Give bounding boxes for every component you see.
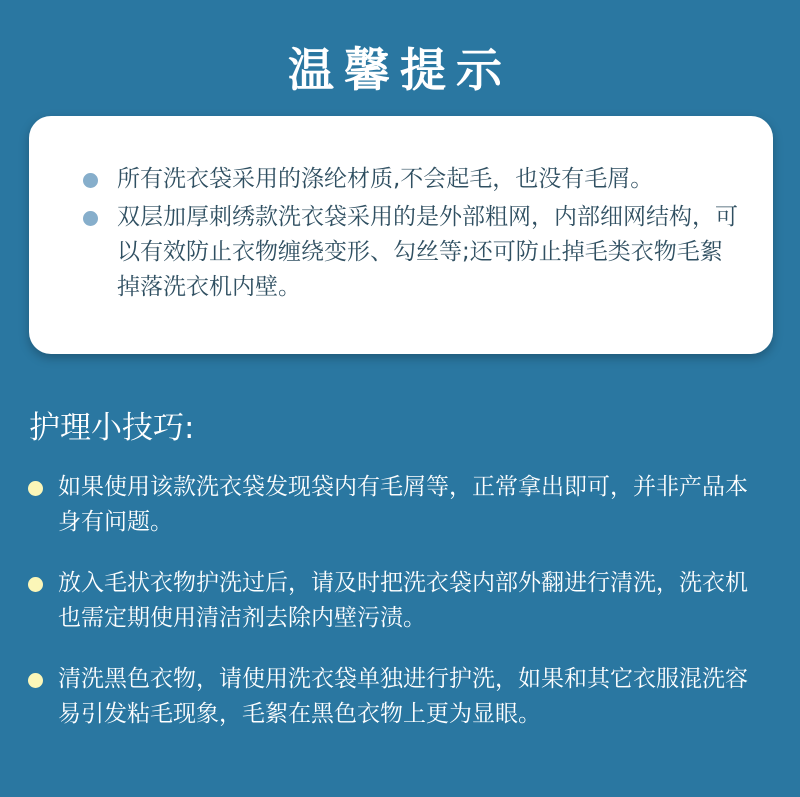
tips-heading: 护理小技巧:: [29, 410, 195, 446]
page-title: 温馨提示: [288, 43, 512, 97]
bullet-dot-icon: [28, 673, 43, 688]
notice-item-text: 双层加厚刺绣款洗衣袋采用的是外部粗网，内部细网结构，可以有效防止衣物缠绕变形、勾丝等;还可防止掉毛类衣物毛絮掉落洗衣机内壁。: [117, 204, 738, 300]
tip-item: [28, 566, 768, 636]
tip-item: [28, 470, 768, 540]
notice-item: [83, 200, 743, 305]
notice-card: [29, 116, 773, 354]
tip-item-text: 清洗黑色衣物，请使用洗衣袋单独进行护洗，如果和其它衣服混洗容易引发粘毛现象，毛絮在黑色衣物上更为显眼。: [58, 666, 748, 727]
notice-item: [83, 162, 743, 197]
tip-item: [28, 662, 768, 732]
bullet-dot-icon: [83, 173, 98, 188]
tips-list: [28, 470, 768, 758]
tip-item-text: 放入毛状衣物护洗过后，请及时把洗衣袋内部外翻进行清洗，洗衣机也需定期使用清洁剂去除内壁污渍。: [58, 570, 748, 631]
notice-item-text: 所有洗衣袋采用的涤纶材质,不会起毛，也没有毛屑。: [117, 166, 654, 192]
bullet-dot-icon: [28, 577, 43, 592]
notice-list: [83, 162, 743, 308]
bullet-dot-icon: [28, 481, 43, 496]
tip-item-text: 如果使用该款洗衣袋发现袋内有毛屑等，正常拿出即可，并非产品本身有问题。: [58, 474, 748, 535]
bullet-dot-icon: [83, 211, 98, 226]
